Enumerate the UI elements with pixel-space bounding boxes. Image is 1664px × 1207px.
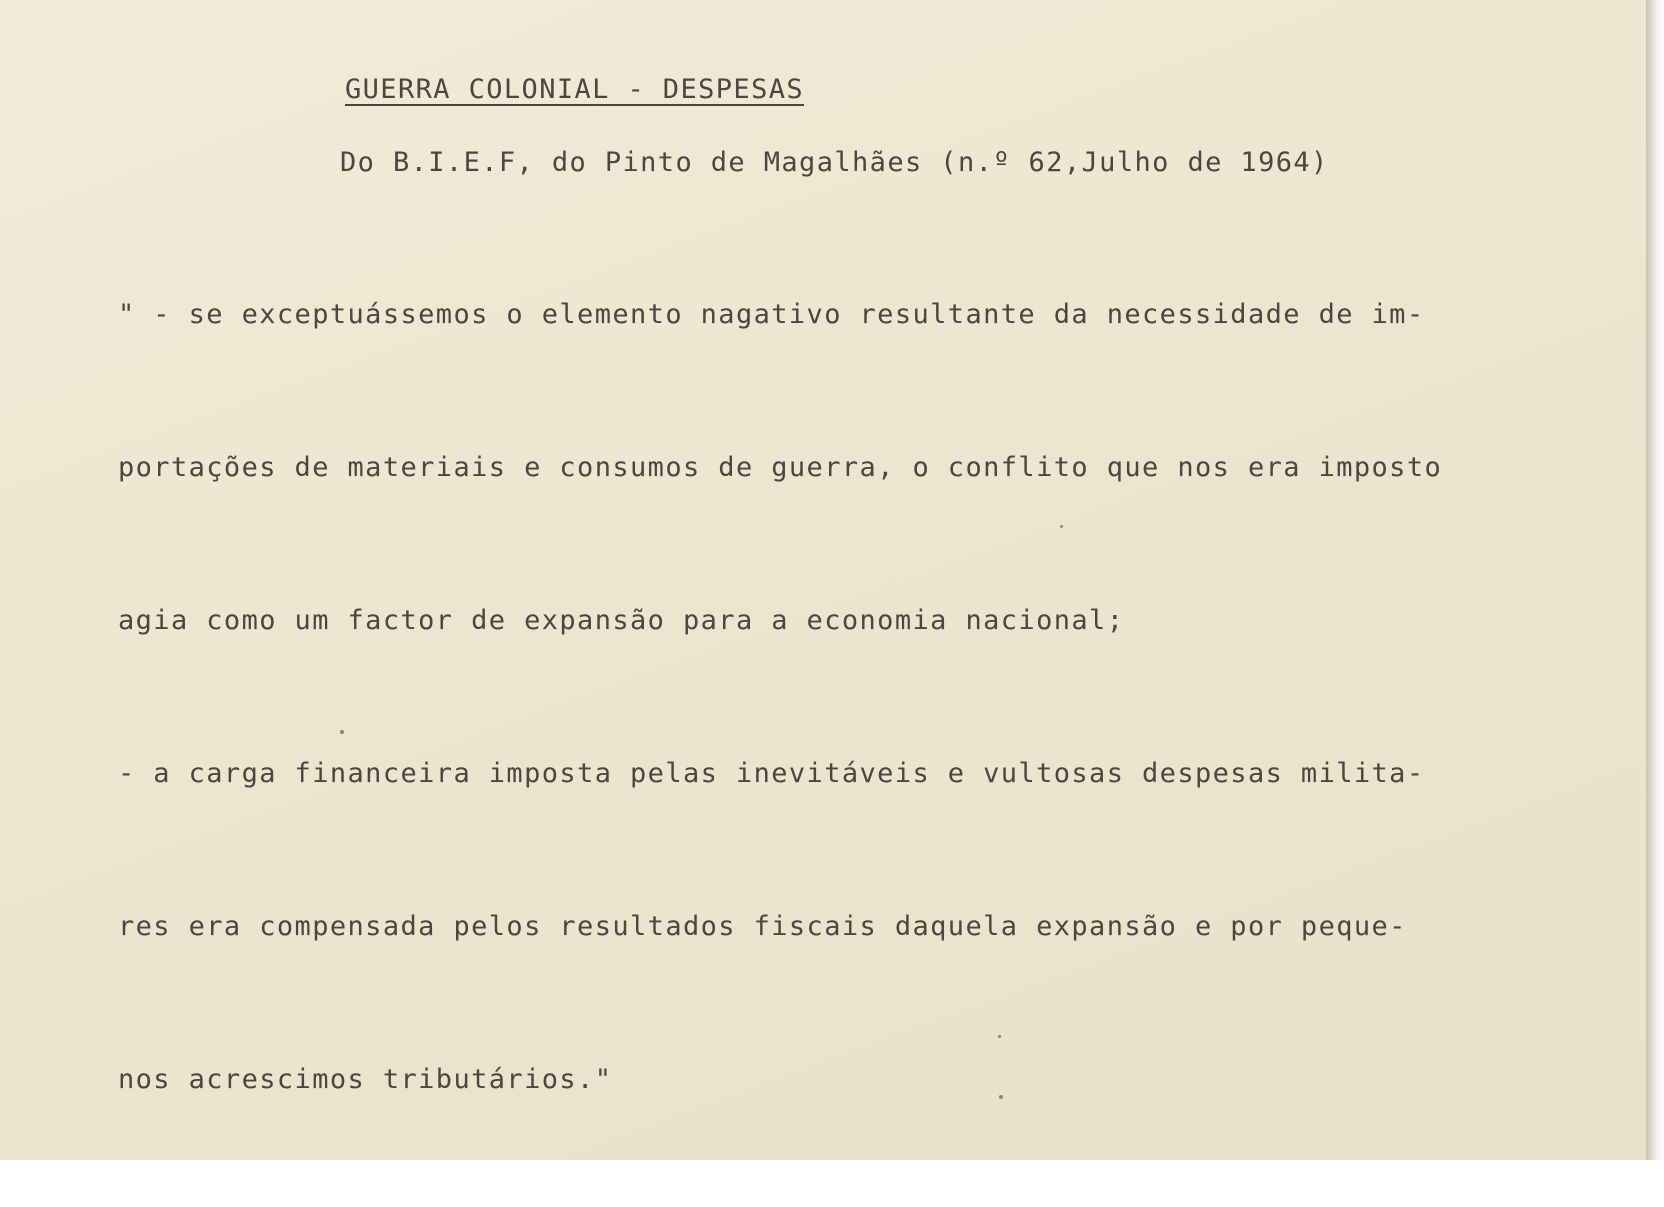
card-title: GUERRA COLONIAL - DESPESAS xyxy=(345,74,805,105)
quote-line: - a carga financeira imposta pelas inevitáveis e vultosas despesas milita- xyxy=(118,758,1425,789)
paper-speck xyxy=(999,1095,1003,1099)
quote-block xyxy=(118,187,1442,1207)
quote-line: nos acrescimos tributários." xyxy=(118,1064,613,1095)
card-edge xyxy=(1646,0,1664,1160)
quote-line: " - se exceptuássemos o elemento nagativo resultante da necessidade de im- xyxy=(118,299,1425,330)
quote-line: portações de materiais e consumos de guerra, o conflito que nos era imposto xyxy=(118,452,1443,483)
paper-speck xyxy=(340,730,344,734)
paper-speck xyxy=(1060,525,1063,528)
paper-speck xyxy=(998,1035,1001,1038)
quote-line: res era compensada pelos resultados fiscais daquela expansão e por peque- xyxy=(118,911,1407,942)
quote-line: agia como um factor de expansão para a economia nacional; xyxy=(118,605,1125,636)
source-line: Do B.I.E.F, do Pinto de Magalhães (n.º 62,Julho de 1964) xyxy=(340,147,1329,178)
